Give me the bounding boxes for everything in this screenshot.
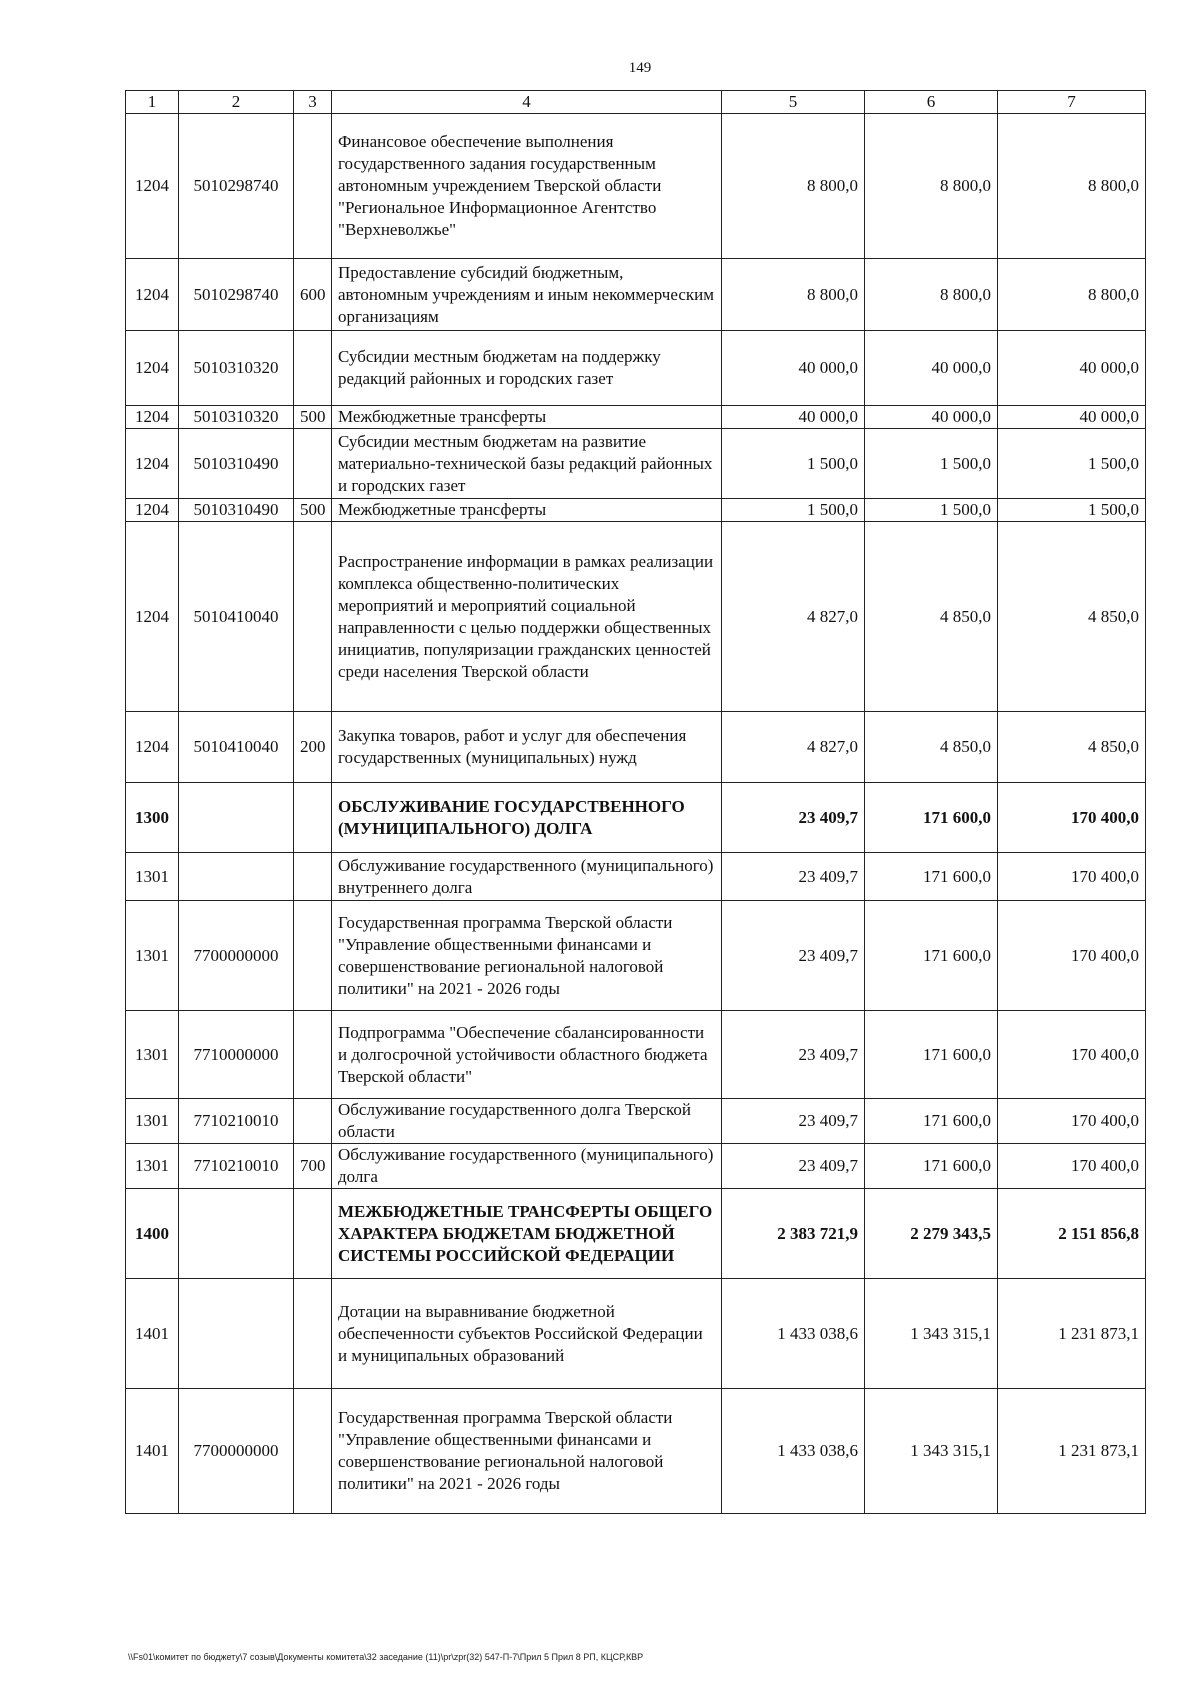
cell-expense-type [294, 1389, 332, 1514]
cell-amount-col7: 170 400,0 [998, 1099, 1146, 1144]
cell-amount-col5: 23 409,7 [722, 853, 865, 901]
cell-amount-col5: 40 000,0 [722, 331, 865, 406]
cell-section-code: 1301 [126, 1144, 179, 1189]
cell-amount-col7: 40 000,0 [998, 331, 1146, 406]
cell-amount-col6: 40 000,0 [865, 406, 998, 429]
cell-amount-col7: 2 151 856,8 [998, 1189, 1146, 1279]
cell-description: Финансовое обеспечение выполнения государственного задания государственным автономным учреждением Тверской области "Региональное Информационное Агентство "Верхневолжье" [332, 114, 722, 259]
budget-table [125, 90, 1146, 1514]
cell-target-code: 7710210010 [179, 1144, 294, 1189]
cell-description: Дотации на выравнивание бюджетной обеспеченности субъектов Российской Федерации и муниципальных образований [332, 1279, 722, 1389]
cell-description: Закупка товаров, работ и услуг для обеспечения государственных (муниципальных) нужд [332, 712, 722, 783]
cell-expense-type [294, 522, 332, 712]
table-header [126, 91, 1146, 114]
table-row [126, 901, 1146, 1011]
cell-amount-col6: 171 600,0 [865, 1144, 998, 1189]
cell-expense-type [294, 853, 332, 901]
cell-target-code: 5010298740 [179, 259, 294, 331]
cell-amount-col7: 170 400,0 [998, 1011, 1146, 1099]
cell-section-code: 1301 [126, 1099, 179, 1144]
cell-expense-type: 200 [294, 712, 332, 783]
table-row [126, 712, 1146, 783]
header-col-3: 3 [294, 91, 332, 114]
cell-amount-col5: 23 409,7 [722, 901, 865, 1011]
cell-amount-col6: 1 500,0 [865, 429, 998, 499]
table-row [126, 1389, 1146, 1514]
cell-section-code: 1204 [126, 712, 179, 783]
cell-amount-col5: 4 827,0 [722, 712, 865, 783]
cell-expense-type [294, 1279, 332, 1389]
cell-amount-col7: 4 850,0 [998, 712, 1146, 783]
cell-target-code: 7710210010 [179, 1099, 294, 1144]
cell-amount-col6: 4 850,0 [865, 712, 998, 783]
cell-target-code: 7710000000 [179, 1011, 294, 1099]
cell-amount-col7: 8 800,0 [998, 259, 1146, 331]
table-row [126, 783, 1146, 853]
cell-amount-col5: 8 800,0 [722, 114, 865, 259]
cell-amount-col5: 1 433 038,6 [722, 1389, 865, 1514]
table-row [126, 114, 1146, 259]
cell-expense-type [294, 114, 332, 259]
cell-expense-type [294, 1099, 332, 1144]
cell-amount-col6: 1 343 315,1 [865, 1389, 998, 1514]
table-row [126, 1144, 1146, 1189]
table-row [126, 406, 1146, 429]
cell-section-code: 1301 [126, 853, 179, 901]
table-row [126, 259, 1146, 331]
cell-target-code: 5010410040 [179, 712, 294, 783]
cell-amount-col7: 170 400,0 [998, 783, 1146, 853]
cell-amount-col7: 1 500,0 [998, 429, 1146, 499]
cell-amount-col5: 23 409,7 [722, 1144, 865, 1189]
table-row [126, 331, 1146, 406]
cell-expense-type: 600 [294, 259, 332, 331]
table-row [126, 1279, 1146, 1389]
cell-amount-col6: 4 850,0 [865, 522, 998, 712]
cell-expense-type [294, 429, 332, 499]
cell-description: Государственная программа Тверской области "Управление общественными финансами и совершенствование региональной налоговой политики" на 2021 - 2026 годы [332, 1389, 722, 1514]
cell-section-code: 1204 [126, 499, 179, 522]
cell-section-code: 1301 [126, 1011, 179, 1099]
page-number: 149 [628, 60, 652, 76]
cell-section-code: 1401 [126, 1279, 179, 1389]
footer-file-path: \\Fs01\комитет по бюджету\7 созыв\Документы комитета\32 заседание (11)\pr\zpr(32) 547-П-7\Прил 5 Прил 8 РП, КЦСР,КВР [128, 1652, 644, 1662]
cell-target-code: 5010310320 [179, 406, 294, 429]
cell-description: Обслуживание государственного долга Тверской области [332, 1099, 722, 1144]
cell-target-code: 7700000000 [179, 901, 294, 1011]
cell-amount-col5: 23 409,7 [722, 1011, 865, 1099]
cell-expense-type: 500 [294, 406, 332, 429]
cell-description: Субсидии местным бюджетам на поддержку редакций районных и городских газет [332, 331, 722, 406]
cell-description: МЕЖБЮДЖЕТНЫЕ ТРАНСФЕРТЫ ОБЩЕГО ХАРАКТЕРА БЮДЖЕТАМ БЮДЖЕТНОЙ СИСТЕМЫ РОССИЙСКОЙ ФЕДЕРАЦИИ [332, 1189, 722, 1279]
cell-amount-col7: 8 800,0 [998, 114, 1146, 259]
cell-amount-col5: 1 500,0 [722, 429, 865, 499]
cell-description: Обслуживание государственного (муниципального) долга [332, 1144, 722, 1189]
cell-expense-type: 500 [294, 499, 332, 522]
header-col-5: 5 [722, 91, 865, 114]
cell-amount-col5: 2 383 721,9 [722, 1189, 865, 1279]
header-col-1: 1 [126, 91, 179, 114]
table-row [126, 499, 1146, 522]
cell-amount-col6: 171 600,0 [865, 901, 998, 1011]
header-col-2: 2 [179, 91, 294, 114]
cell-expense-type [294, 331, 332, 406]
cell-description: Предоставление субсидий бюджетным, автономным учреждениям и иным некоммерческим организациям [332, 259, 722, 331]
cell-expense-type: 700 [294, 1144, 332, 1189]
cell-target-code [179, 1279, 294, 1389]
cell-amount-col6: 1 500,0 [865, 499, 998, 522]
cell-description: Распространение информации в рамках реализации комплекса общественно-политических мероприятий и мероприятий социальной направленности с целью поддержки общественных инициатив, популяризации гражданских ценностей среди населения Тверской области [332, 522, 722, 712]
cell-amount-col6: 171 600,0 [865, 783, 998, 853]
cell-amount-col7: 170 400,0 [998, 853, 1146, 901]
cell-target-code: 5010298740 [179, 114, 294, 259]
cell-expense-type [294, 783, 332, 853]
cell-target-code: 5010310320 [179, 331, 294, 406]
cell-section-code: 1204 [126, 429, 179, 499]
cell-amount-col7: 1 231 873,1 [998, 1389, 1146, 1514]
cell-amount-col7: 170 400,0 [998, 901, 1146, 1011]
cell-amount-col6: 8 800,0 [865, 259, 998, 331]
cell-description: Межбюджетные трансферты [332, 406, 722, 429]
header-row [126, 91, 1146, 114]
cell-target-code: 7700000000 [179, 1389, 294, 1514]
cell-section-code: 1401 [126, 1389, 179, 1514]
cell-description: Межбюджетные трансферты [332, 499, 722, 522]
cell-section-code: 1204 [126, 114, 179, 259]
cell-section-code: 1204 [126, 522, 179, 712]
cell-amount-col5: 8 800,0 [722, 259, 865, 331]
cell-amount-col5: 23 409,7 [722, 783, 865, 853]
cell-amount-col6: 171 600,0 [865, 1011, 998, 1099]
cell-description: Обслуживание государственного (муниципального) внутреннего долга [332, 853, 722, 901]
cell-amount-col5: 4 827,0 [722, 522, 865, 712]
table-row [126, 1011, 1146, 1099]
cell-description: Государственная программа Тверской области "Управление общественными финансами и совершенствование региональной налоговой политики" на 2021 - 2026 годы [332, 901, 722, 1011]
cell-section-code: 1204 [126, 406, 179, 429]
cell-amount-col5: 23 409,7 [722, 1099, 865, 1144]
table-row [126, 853, 1146, 901]
table-row [126, 1099, 1146, 1144]
cell-section-code: 1400 [126, 1189, 179, 1279]
cell-amount-col7: 4 850,0 [998, 522, 1146, 712]
cell-amount-col5: 40 000,0 [722, 406, 865, 429]
cell-amount-col7: 1 231 873,1 [998, 1279, 1146, 1389]
table-row [126, 429, 1146, 499]
cell-description: Субсидии местным бюджетам на развитие материально-технической базы редакций районных и городских газет [332, 429, 722, 499]
cell-description: Подпрограмма "Обеспечение сбалансированности и долгосрочной устойчивости областного бюджета Тверской области" [332, 1011, 722, 1099]
header-col-4: 4 [332, 91, 722, 114]
cell-amount-col6: 1 343 315,1 [865, 1279, 998, 1389]
cell-amount-col6: 8 800,0 [865, 114, 998, 259]
cell-target-code: 5010310490 [179, 429, 294, 499]
cell-amount-col7: 1 500,0 [998, 499, 1146, 522]
cell-target-code [179, 783, 294, 853]
table-body [126, 114, 1146, 1514]
cell-target-code [179, 853, 294, 901]
cell-amount-col5: 1 433 038,6 [722, 1279, 865, 1389]
cell-expense-type [294, 1189, 332, 1279]
table-row [126, 1189, 1146, 1279]
cell-section-code: 1204 [126, 259, 179, 331]
cell-description: ОБСЛУЖИВАНИЕ ГОСУДАРСТВЕННОГО (МУНИЦИПАЛЬНОГО) ДОЛГА [332, 783, 722, 853]
cell-section-code: 1300 [126, 783, 179, 853]
cell-amount-col6: 2 279 343,5 [865, 1189, 998, 1279]
cell-target-code: 5010410040 [179, 522, 294, 712]
cell-target-code [179, 1189, 294, 1279]
header-col-6: 6 [865, 91, 998, 114]
cell-expense-type [294, 901, 332, 1011]
cell-amount-col6: 171 600,0 [865, 1099, 998, 1144]
cell-amount-col7: 40 000,0 [998, 406, 1146, 429]
cell-amount-col5: 1 500,0 [722, 499, 865, 522]
cell-expense-type [294, 1011, 332, 1099]
cell-section-code: 1301 [126, 901, 179, 1011]
cell-amount-col7: 170 400,0 [998, 1144, 1146, 1189]
cell-amount-col6: 171 600,0 [865, 853, 998, 901]
header-col-7: 7 [998, 91, 1146, 114]
cell-target-code: 5010310490 [179, 499, 294, 522]
cell-amount-col6: 40 000,0 [865, 331, 998, 406]
cell-section-code: 1204 [126, 331, 179, 406]
table-row [126, 522, 1146, 712]
